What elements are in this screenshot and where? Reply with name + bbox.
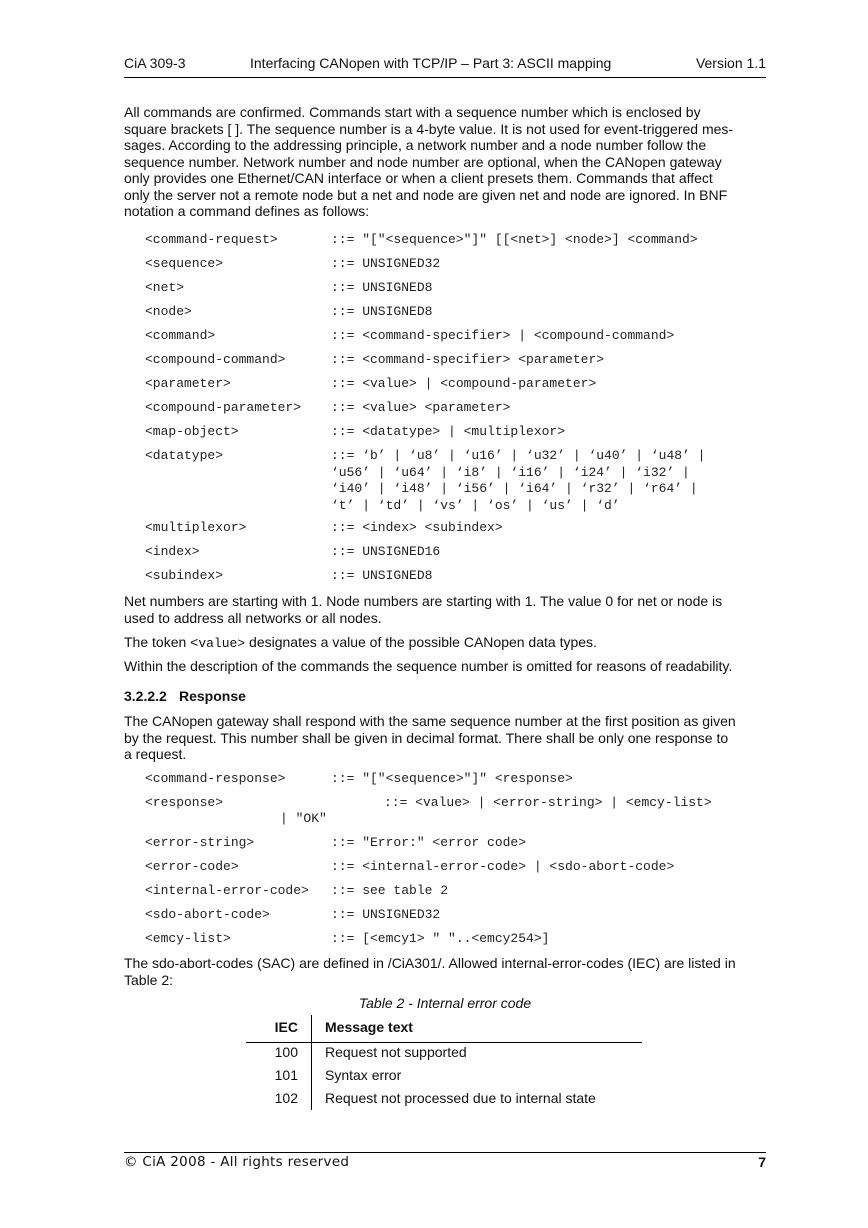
document-title: Interfacing CANopen with TCP/IP – Part 3: ASCII mapping [250,55,612,71]
bnf-rhs: ::= "["<sequence>"]" <response> [331,771,573,786]
sac-paragraph [124,955,766,988]
text-line: by the request. This number shall be given in decimal format. There shall be only one response to [124,729,729,746]
bnf-rhs: ::= <datatype> | <multiplexor> [331,424,566,439]
bnf-lhs: <command-request> [145,232,278,247]
bnf-rhs: ::= <value> | <compound-parameter> [331,376,597,391]
bnf-lhs: <error-string> [145,835,255,850]
bnf-lhs: <compound-command> [145,352,286,367]
internal-error-table [246,1015,642,1109]
bnf-rhs: ::= <command-specifier> | <compound-command> [331,328,675,343]
token-text-after: designates a value of the possible CANopen data types. [245,634,597,650]
bnf-rhs: ::= <index> <subindex> [331,520,503,535]
bnf-rhs: ::= "Error:" <error code> [331,835,527,850]
section-heading [124,688,246,704]
copyright-notice: © CiA 2008 - All rights reserved [124,1154,350,1170]
text-line: sequence number. Network number and node number are optional, when the CANopen gateway [124,153,722,170]
token-code: value> [198,636,246,651]
text-line: used to address all networks or all nodes. [124,609,382,626]
text-line: Table 2: [124,971,174,988]
bnf-lhs: <response> [145,795,224,810]
page-footer [124,1154,766,1170]
text-line: The CANopen gateway shall respond with the same sequence number at the first position as given [124,713,736,729]
response-paragraph [124,713,766,763]
bnf-lhs: <error-code> [145,859,239,874]
iec-cell: 101 [274,1067,298,1083]
bnf-rhs: ::= <value> <parameter> [331,400,511,415]
bnf-lhs: <internal-error-code> [145,883,309,898]
bnf-rhs: ::= UNSIGNED8 [331,280,433,295]
section-number: 3.2.2.2 [124,688,167,704]
bnf-lhs: <command> [145,328,216,343]
omit-paragraph: Within the description of the commands the sequence number is omitted for reasons of readability. [124,658,733,674]
bnf-lhs: <parameter> [145,376,231,391]
bnf-rhs: ::= see table 2 [331,883,449,898]
bnf-lhs: <compound-parameter> [145,400,302,415]
bnf-rhs: ::= "["<sequence>"]" [[<net>] <node>] <command> [331,232,698,247]
intro-paragraph [124,104,766,220]
table-row [246,1086,642,1109]
table-row [246,1040,642,1063]
bnf-lhs: <net> [145,280,185,295]
token-text-before: The token < [124,634,199,650]
section-title: Response [179,688,246,704]
text-line: square brackets [ ]. The sequence number is a 4-byte value. It is not used for event-triggered mes- [124,120,734,137]
text-line: only the server not a remote node but a net and node are given net and node are ignored. In BNF [124,186,728,203]
bnf-lhs: <multiplexor> [145,520,247,535]
message-cell: Request not supported [325,1044,467,1060]
table-header-row [246,1015,642,1038]
token-paragraph [124,634,766,653]
text-line: All commands are confirmed. Commands start with a sequence number which is enclosed by [124,104,701,120]
bnf-rhs: ::= ‘b’ | ‘u8’ | ‘u16’ | ‘u32’ | ‘u40’ | ‘u48’ | ‘u56’ | ‘u64’ | ‘i8’ | ‘i16’ | ‘i24’ | ‘i32’ | ‘i40’ | ‘i48’ | ‘i56’ | ‘i64’ | ‘r32’ | ‘r64’ | ‘t’ | ‘td’ | ‘vs’ | ‘os’ | ‘us’ | ‘d’ [331,448,706,514]
page-number: 7 [758,1154,766,1170]
bnf-lhs: <sequence> [145,256,224,271]
text-line: The sdo-abort-codes (SAC) are defined in /CiA301/. Allowed internal-error-codes (IEC) are listed in [124,955,736,971]
table-caption: Table 2 - Internal error code [358,995,532,1011]
footer-divider [124,1152,766,1153]
bnf-lhs: <index> [145,544,200,559]
bnf-lhs: <node> [145,304,192,319]
column-header-iec: IEC [274,1019,298,1035]
bnf-lhs: <command-response> [145,771,286,786]
bnf-lhs: <map-object> [145,424,239,439]
bnf-rhs: ::= UNSIGNED32 [331,256,441,271]
bnf-rhs: ::= <command-specifier> <parameter> [331,352,605,367]
net-node-paragraph [124,593,766,626]
bnf-rhs: ::= [<emcy1> " "..<emcy254>] [331,931,550,946]
page-header [124,55,766,71]
bnf-lhs: <sdo-abort-code> [145,907,270,922]
bnf-rhs: ::= UNSIGNED16 [331,544,441,559]
message-cell: Syntax error [325,1067,402,1083]
text-line: only provides one Ethernet/CAN interface or when a client presets them. Commands that affect [124,170,713,186]
bnf-lhs: <emcy-list> [145,931,231,946]
iec-cell: 102 [274,1090,298,1106]
bnf-lhs: <subindex> [145,568,224,583]
bnf-lhs: <datatype> [145,448,224,463]
column-header-message: Message text [325,1019,413,1035]
message-cell: Request not processed due to internal state [325,1090,596,1106]
document-version: Version 1.1 [695,55,766,71]
document-id: CiA 309-3 [124,55,186,71]
text-line: Net numbers are starting with 1. Node numbers are starting with 1. The value 0 for net or node is [124,593,723,609]
text-line: sages. According to the addressing principle, a network number and a node number follow the [124,137,707,153]
bnf-rhs: ::= UNSIGNED8 [331,304,433,319]
bnf-rhs: ::= UNSIGNED8 [331,568,433,583]
text-line: a request. [124,746,187,762]
iec-cell: 100 [274,1044,298,1060]
table-row [246,1063,642,1086]
bnf-rhs: ::= UNSIGNED32 [331,907,441,922]
bnf-continuation: | "OK" [280,811,327,826]
bnf-rhs: ::= <value> | <error-string> | <emcy-list> [384,795,712,810]
bnf-rhs: ::= <internal-error-code> | <sdo-abort-code> [331,859,675,874]
text-line: notation a command defines as follows: [124,203,370,219]
header-divider [124,77,766,78]
